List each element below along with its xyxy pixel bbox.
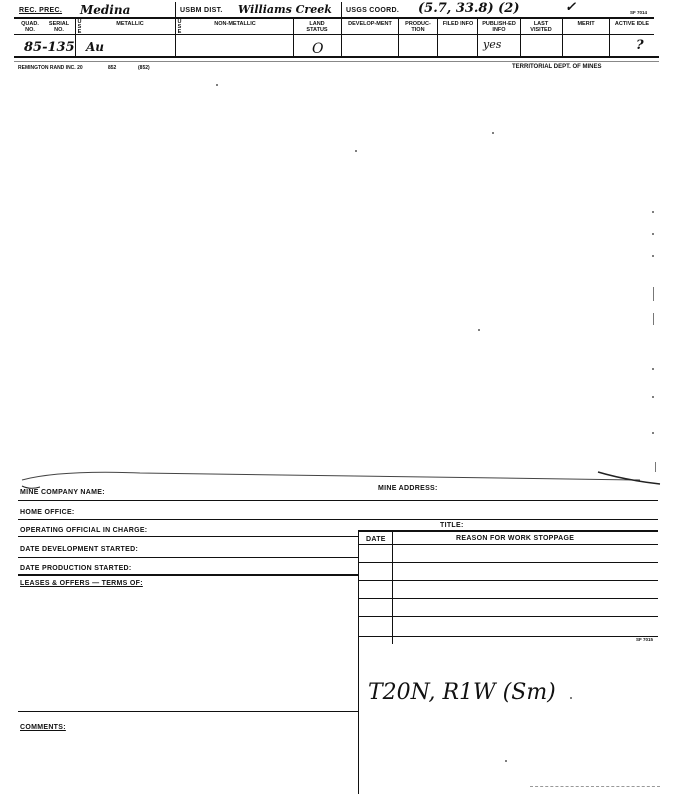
- territorial-dept: TERRITORIAL DEPT. OF MINES: [512, 64, 602, 70]
- rule: [18, 574, 358, 576]
- scan-speck: [570, 697, 572, 699]
- col-non-metallic: NON-METALLIC: [214, 21, 256, 27]
- scan-speck: [355, 150, 357, 152]
- col-published-info: PUBLISH-ED INFO: [482, 21, 516, 33]
- col-divider: [75, 19, 76, 57]
- col-filed-info: FILED INFO: [442, 21, 474, 27]
- col-divider: [609, 19, 610, 57]
- header-rule: [14, 17, 654, 19]
- date-column-header: DATE: [366, 536, 386, 543]
- scan-speck: [505, 760, 507, 762]
- printer-text: REMINGTON RAND INC. 20: [18, 65, 83, 71]
- cell-published-info: yes: [483, 38, 502, 51]
- printer-code: 852: [108, 65, 117, 71]
- scan-mark: [653, 287, 654, 301]
- row-bottom-rule-2: [14, 61, 659, 62]
- home-office-label: HOME OFFICE:: [20, 509, 75, 516]
- handwritten-note: T20N, R1W (Sm): [368, 680, 556, 705]
- col-divider: [477, 19, 478, 57]
- comments-label: COMMENTS:: [20, 724, 66, 731]
- cell-land-status: O: [312, 41, 324, 57]
- rule: [18, 519, 658, 520]
- scan-speck: [652, 255, 654, 257]
- col-use-metallic: U S E: [77, 19, 82, 35]
- column-header-rule: [14, 34, 654, 35]
- table-divider: [358, 532, 359, 794]
- scan-speck: [478, 329, 480, 331]
- col-divider: [341, 2, 342, 57]
- usgs-coord-value: (5.7, 33.8) (2): [418, 1, 520, 16]
- cell-quad-serial: 85-135: [24, 40, 75, 55]
- col-quad-no: QUAD. NO.: [21, 21, 39, 33]
- reason-column-header: REASON FOR WORK STOPPAGE: [456, 535, 575, 542]
- col-divider: [293, 19, 294, 57]
- rule: [18, 536, 358, 537]
- col-divider: [175, 2, 176, 57]
- check-mark: ✓: [565, 0, 576, 15]
- operating-official-label: OPERATING OFFICIAL IN CHARGE:: [20, 527, 148, 534]
- cell-metallic: Au: [86, 40, 105, 54]
- scan-mark: [653, 313, 654, 325]
- scan-speck: [492, 132, 494, 134]
- col-divider: [520, 19, 521, 57]
- rule: [358, 562, 658, 563]
- rec-prec-label: REC. PREC.: [19, 7, 63, 14]
- col-development: DEVELOP-MENT: [348, 21, 392, 27]
- date-production-label: DATE PRODUCTION STARTED:: [20, 565, 132, 572]
- leases-offers-label: LEASES & OFFERS — TERMS OF:: [20, 580, 143, 587]
- col-divider: [398, 19, 399, 57]
- rule: [18, 711, 358, 712]
- col-active-idle: ACTIVE IDLE: [614, 21, 650, 27]
- col-serial-no: SERIAL NO.: [48, 21, 70, 33]
- scan-noise: [530, 786, 660, 787]
- col-divider: [562, 19, 563, 57]
- mine-address-label: MINE ADDRESS:: [378, 485, 438, 492]
- col-metallic: METALLIC: [116, 21, 144, 27]
- col-use-nonmetallic: U S E: [177, 19, 182, 35]
- col-divider: [437, 19, 438, 57]
- rec-prec-value: Medina: [80, 3, 131, 17]
- table-divider: [392, 532, 393, 644]
- scan-speck: [652, 211, 654, 213]
- rule: [358, 544, 658, 545]
- rule: [358, 616, 658, 617]
- scan-speck: [652, 396, 654, 398]
- usbm-dist-value: Williams Creek: [238, 3, 332, 16]
- rule: [358, 598, 658, 599]
- col-land-status: LAND STATUS: [306, 21, 328, 33]
- rule: [358, 530, 658, 532]
- scan-speck: [652, 233, 654, 235]
- mine-company-name-label: MINE COMPANY NAME:: [20, 489, 105, 496]
- col-merit: MERIT: [577, 21, 595, 27]
- col-last-visited: LAST VISITED: [530, 21, 552, 33]
- rule: [18, 557, 358, 558]
- title-label: TITLE:: [440, 522, 464, 529]
- scan-speck: [216, 84, 218, 86]
- rule: [18, 500, 658, 501]
- usbm-dist-label: USBM DIST.: [180, 7, 223, 14]
- col-production: PRODUC-TION: [405, 21, 431, 33]
- form-number-back: SF 7015: [636, 637, 654, 642]
- scan-speck: [652, 432, 654, 434]
- rule: [358, 636, 658, 637]
- printer-code-2: (852): [138, 65, 150, 71]
- form-number: SF 7014: [630, 10, 648, 15]
- rule: [358, 580, 658, 581]
- scan-speck: [652, 368, 654, 370]
- cell-active-idle: ?: [636, 38, 644, 53]
- usgs-coord-label: USGS COORD.: [346, 7, 400, 14]
- date-development-label: DATE DEVELOPMENT STARTED:: [20, 546, 139, 553]
